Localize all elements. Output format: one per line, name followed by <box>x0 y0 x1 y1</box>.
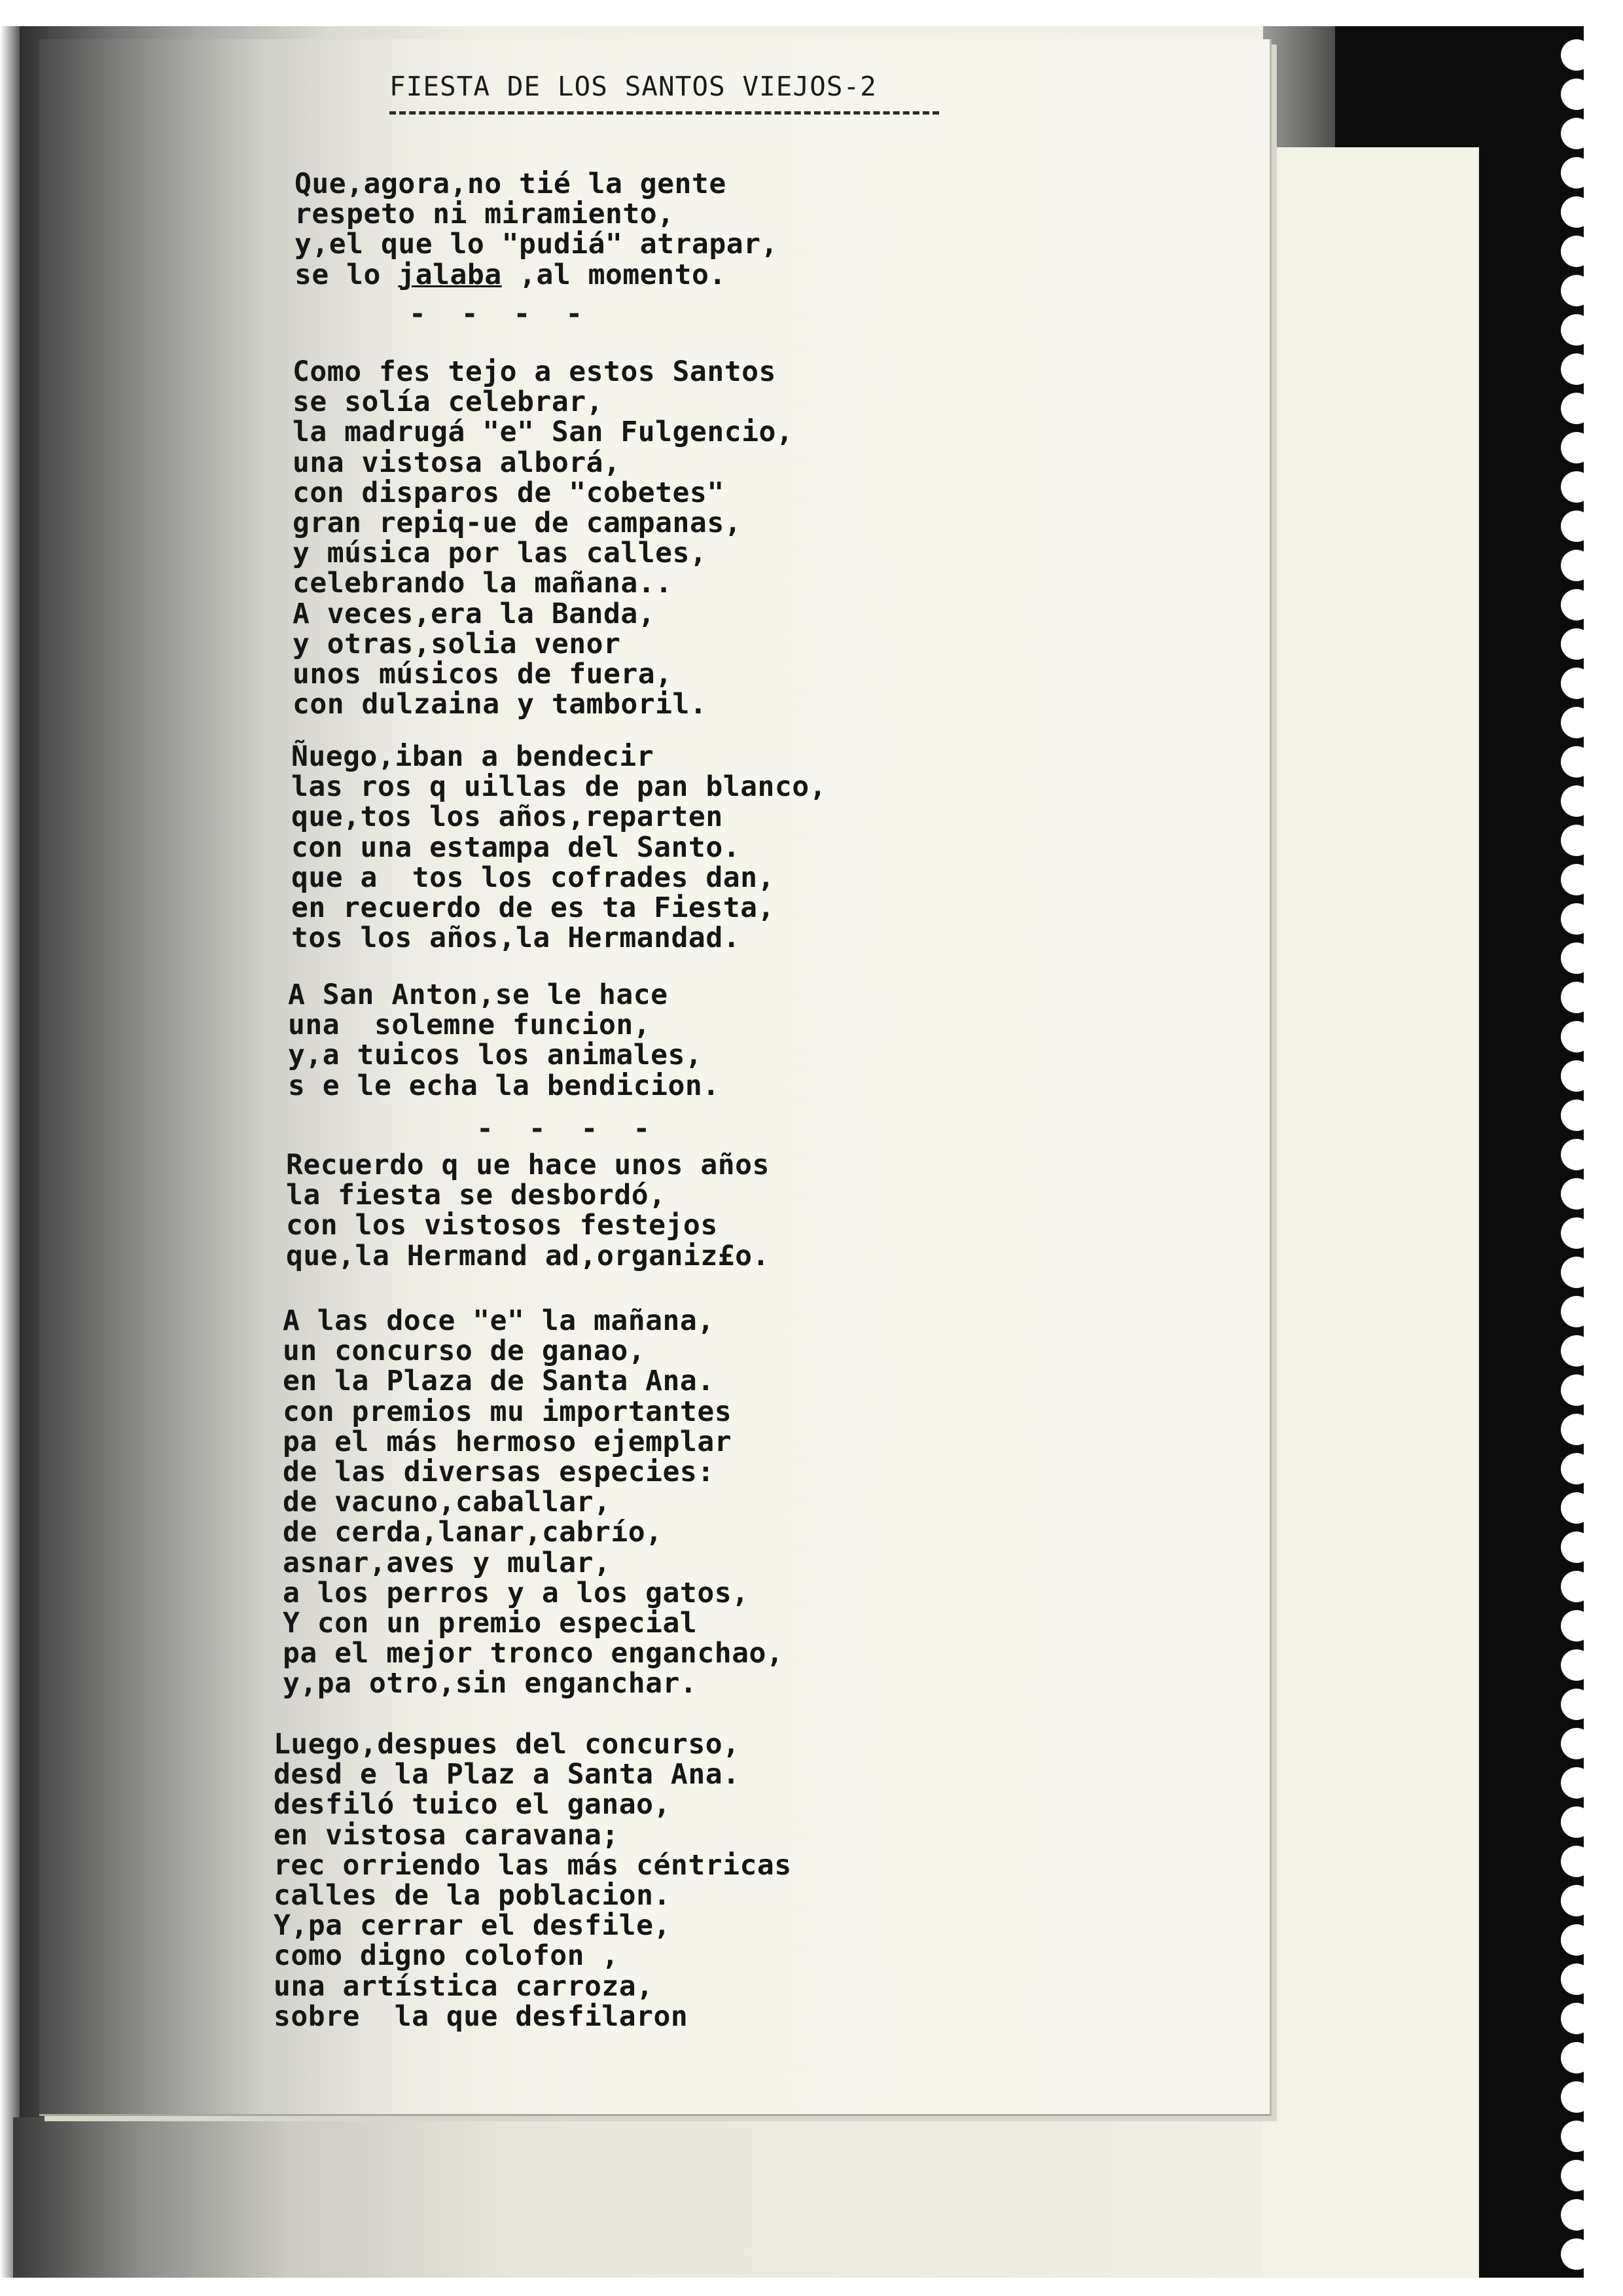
poem-line: rec orriendo las más céntricas <box>274 1848 792 1882</box>
perforation-hole <box>1561 1728 1592 1759</box>
perforation-hole <box>1561 1257 1592 1288</box>
poem-line: unos músicos de fuera, <box>293 658 673 691</box>
poem-line: con dulzaina y tamboril. <box>293 688 707 721</box>
poem-line: Y con un premio especial <box>283 1607 698 1640</box>
perforation-hole <box>1561 825 1592 856</box>
poem-line: que a tos los cofrades dan, <box>291 861 775 894</box>
perforation-hole <box>1561 1924 1592 1956</box>
poem-line: que,tos los años,reparten <box>291 800 723 834</box>
poem-line: A veces,era la Banda, <box>293 597 656 630</box>
poem-line: en recuerdo de es ta Fiesta, <box>291 891 775 924</box>
poem-line: se solía celebrar, <box>293 386 603 419</box>
perforation-hole <box>1561 432 1592 463</box>
poem-line: la fiesta se desbordó, <box>286 1179 666 1212</box>
poem-line: una artística carroza, <box>274 1969 654 2003</box>
perforation-hole <box>1561 1492 1592 1524</box>
perforation-hole <box>1561 2121 1592 2152</box>
perforation-hole <box>1561 236 1592 267</box>
poem-line: y,pa otro,sin enganchar. <box>283 1667 698 1700</box>
poem-line: a los perros y a los gatos, <box>283 1576 749 1609</box>
perforation-hole <box>1561 2160 1592 2191</box>
perforation-hole <box>1561 118 1592 149</box>
poem-line: A las doce "e" la mañana, <box>283 1304 715 1337</box>
poem-line: las ros q uillas de pan blanco, <box>291 770 827 804</box>
poem-line: A San Anton,se le hace <box>288 978 668 1011</box>
perforation-hole <box>1561 628 1592 660</box>
poem-line: desd e la Plaz a Santa Ana. <box>274 1758 740 1791</box>
poem-line: de cerda,lanar,cabrío, <box>283 1516 663 1549</box>
perforation-hole <box>1561 864 1592 895</box>
scan-dark-band-top <box>1263 26 1335 151</box>
perforation-hole <box>1561 1689 1592 1720</box>
perforation-hole <box>1561 157 1592 188</box>
perforation-hole <box>1561 1453 1592 1484</box>
perforation-hole <box>1561 2003 1592 2034</box>
perforation-hole <box>1561 1414 1592 1445</box>
stanza-separator: - - - - <box>476 1113 660 1145</box>
scan-left-edge <box>0 26 20 2278</box>
poem-line: Luego,despues del concurso, <box>274 1728 740 1761</box>
poem-line: se lo jalaba ,al momento. <box>294 258 726 291</box>
perforation-hole <box>1561 1139 1592 1170</box>
perforation-hole <box>1561 707 1592 738</box>
perforation-hole <box>1561 1610 1592 1641</box>
perforation-hole <box>1561 1296 1592 1327</box>
perforation-hole <box>1561 1885 1592 1916</box>
poem-line: con una estampa del Santo. <box>291 831 741 864</box>
perforation-hole <box>1561 2199 1592 2231</box>
perforation-hole <box>1561 1374 1592 1406</box>
poem-line: como digno colofon , <box>274 1939 619 1973</box>
perforation-hole <box>1561 1806 1592 1838</box>
perforation-hole <box>1561 903 1592 935</box>
poem-line: respeto ni miramiento, <box>294 198 675 231</box>
poem-line: un concurso de ganao, <box>283 1335 646 1368</box>
perforation-hole <box>1561 2238 1592 2270</box>
poem-line: con los vistosos festejos <box>286 1209 718 1242</box>
underlying-page <box>1263 147 1479 2278</box>
poem-line: calles de la poblacion. <box>274 1879 671 1912</box>
perforation-hole <box>1561 2042 1592 2073</box>
perforation-hole <box>1561 589 1592 620</box>
poem-line: y,a tuicos los animales, <box>288 1039 703 1072</box>
poem-line: asnar,aves y mular, <box>283 1546 611 1579</box>
stanza-separator: - - - - <box>409 298 592 331</box>
poem-line: sobre la que desfilaron <box>274 2000 688 2033</box>
perforation-strip <box>1561 26 1600 2278</box>
poem-line: celebrando la mañana.. <box>293 567 673 600</box>
perforation-hole <box>1561 1846 1592 1877</box>
perforation-hole <box>1561 79 1592 110</box>
perforation-hole <box>1561 942 1592 974</box>
poem-line: Y,pa cerrar el desfile, <box>274 1909 671 1943</box>
poem-line: Recuerdo q ue hace unos años <box>286 1149 770 1181</box>
perforation-hole <box>1561 471 1592 503</box>
poem-line: s e le echa la bendicion. <box>288 1069 720 1102</box>
poem-line: desfiló tuico el ganao, <box>274 1788 671 1821</box>
poem-line: pa el más hermoso ejemplar <box>283 1425 732 1458</box>
perforation-hole <box>1561 2081 1592 2113</box>
poem-line: una solemne funcion, <box>288 1009 651 1042</box>
poem-line: en la Plaza de Santa Ana. <box>283 1365 715 1398</box>
perforation-hole <box>1561 1178 1592 1210</box>
poem-line: con disparos de "cobetes" <box>293 476 724 509</box>
poem-line: y música por las calles, <box>293 537 707 570</box>
perforation-hole <box>1561 668 1592 699</box>
poem-line: de las diversas especies: <box>283 1456 715 1488</box>
perforation-hole <box>1561 314 1592 346</box>
poem-line: con premios mu importantes <box>283 1395 732 1428</box>
perforation-hole <box>1561 785 1592 817</box>
perforation-hole <box>1561 1335 1592 1367</box>
underlined-word: jalaba <box>398 258 502 291</box>
perforation-hole <box>1561 1021 1592 1052</box>
poem-line: y,el que lo "pudiá" atrapar, <box>294 228 778 261</box>
perforation-hole <box>1561 1649 1592 1681</box>
perforation-hole <box>1561 550 1592 581</box>
poem-line: Que,agora,no tié la gente <box>294 168 726 200</box>
poem-line: tos los años,la Hermandad. <box>291 922 741 955</box>
perforation-hole <box>1561 511 1592 542</box>
scan-bottom-area <box>13 2117 1263 2278</box>
page-title: FIESTA DE LOS SANTOS VIEJOS-2 <box>389 71 877 102</box>
perforation-hole <box>1561 1532 1592 1563</box>
poem-line: gran repiq-ue de campanas, <box>293 507 742 539</box>
perforation-hole <box>1561 353 1592 385</box>
perforation-hole <box>1561 746 1592 778</box>
perforation-hole <box>1561 275 1592 306</box>
perforation-hole <box>1561 196 1592 228</box>
poem-line: una vistosa alborá, <box>293 446 621 479</box>
perforation-hole <box>1561 393 1592 424</box>
poem-line: la madrugá "e" San Fulgencio, <box>293 416 794 449</box>
poem-line: en vistosa caravana; <box>274 1818 619 1852</box>
perforation-hole <box>1561 1217 1592 1249</box>
perforation-hole <box>1561 1060 1592 1092</box>
perforation-hole <box>1561 1571 1592 1602</box>
poem-line: pa el mejor tronco enganchao, <box>283 1637 784 1670</box>
perforation-hole <box>1561 39 1592 71</box>
title-underline <box>389 111 939 115</box>
perforation-hole <box>1561 1100 1592 1131</box>
poem-line: Ñuego,iban a bendecir <box>291 740 654 773</box>
poem-line: Como fes tejo a estos Santos <box>293 355 776 388</box>
poem-line: y otras,solia venor <box>293 627 621 660</box>
poem-line: de vacuno,caballar, <box>283 1486 611 1519</box>
perforation-hole <box>1561 982 1592 1013</box>
perforation-hole <box>1561 1964 1592 1995</box>
poem-line: que,la Hermand ad,organiz£o. <box>286 1239 770 1272</box>
perforation-hole <box>1561 1767 1592 1799</box>
